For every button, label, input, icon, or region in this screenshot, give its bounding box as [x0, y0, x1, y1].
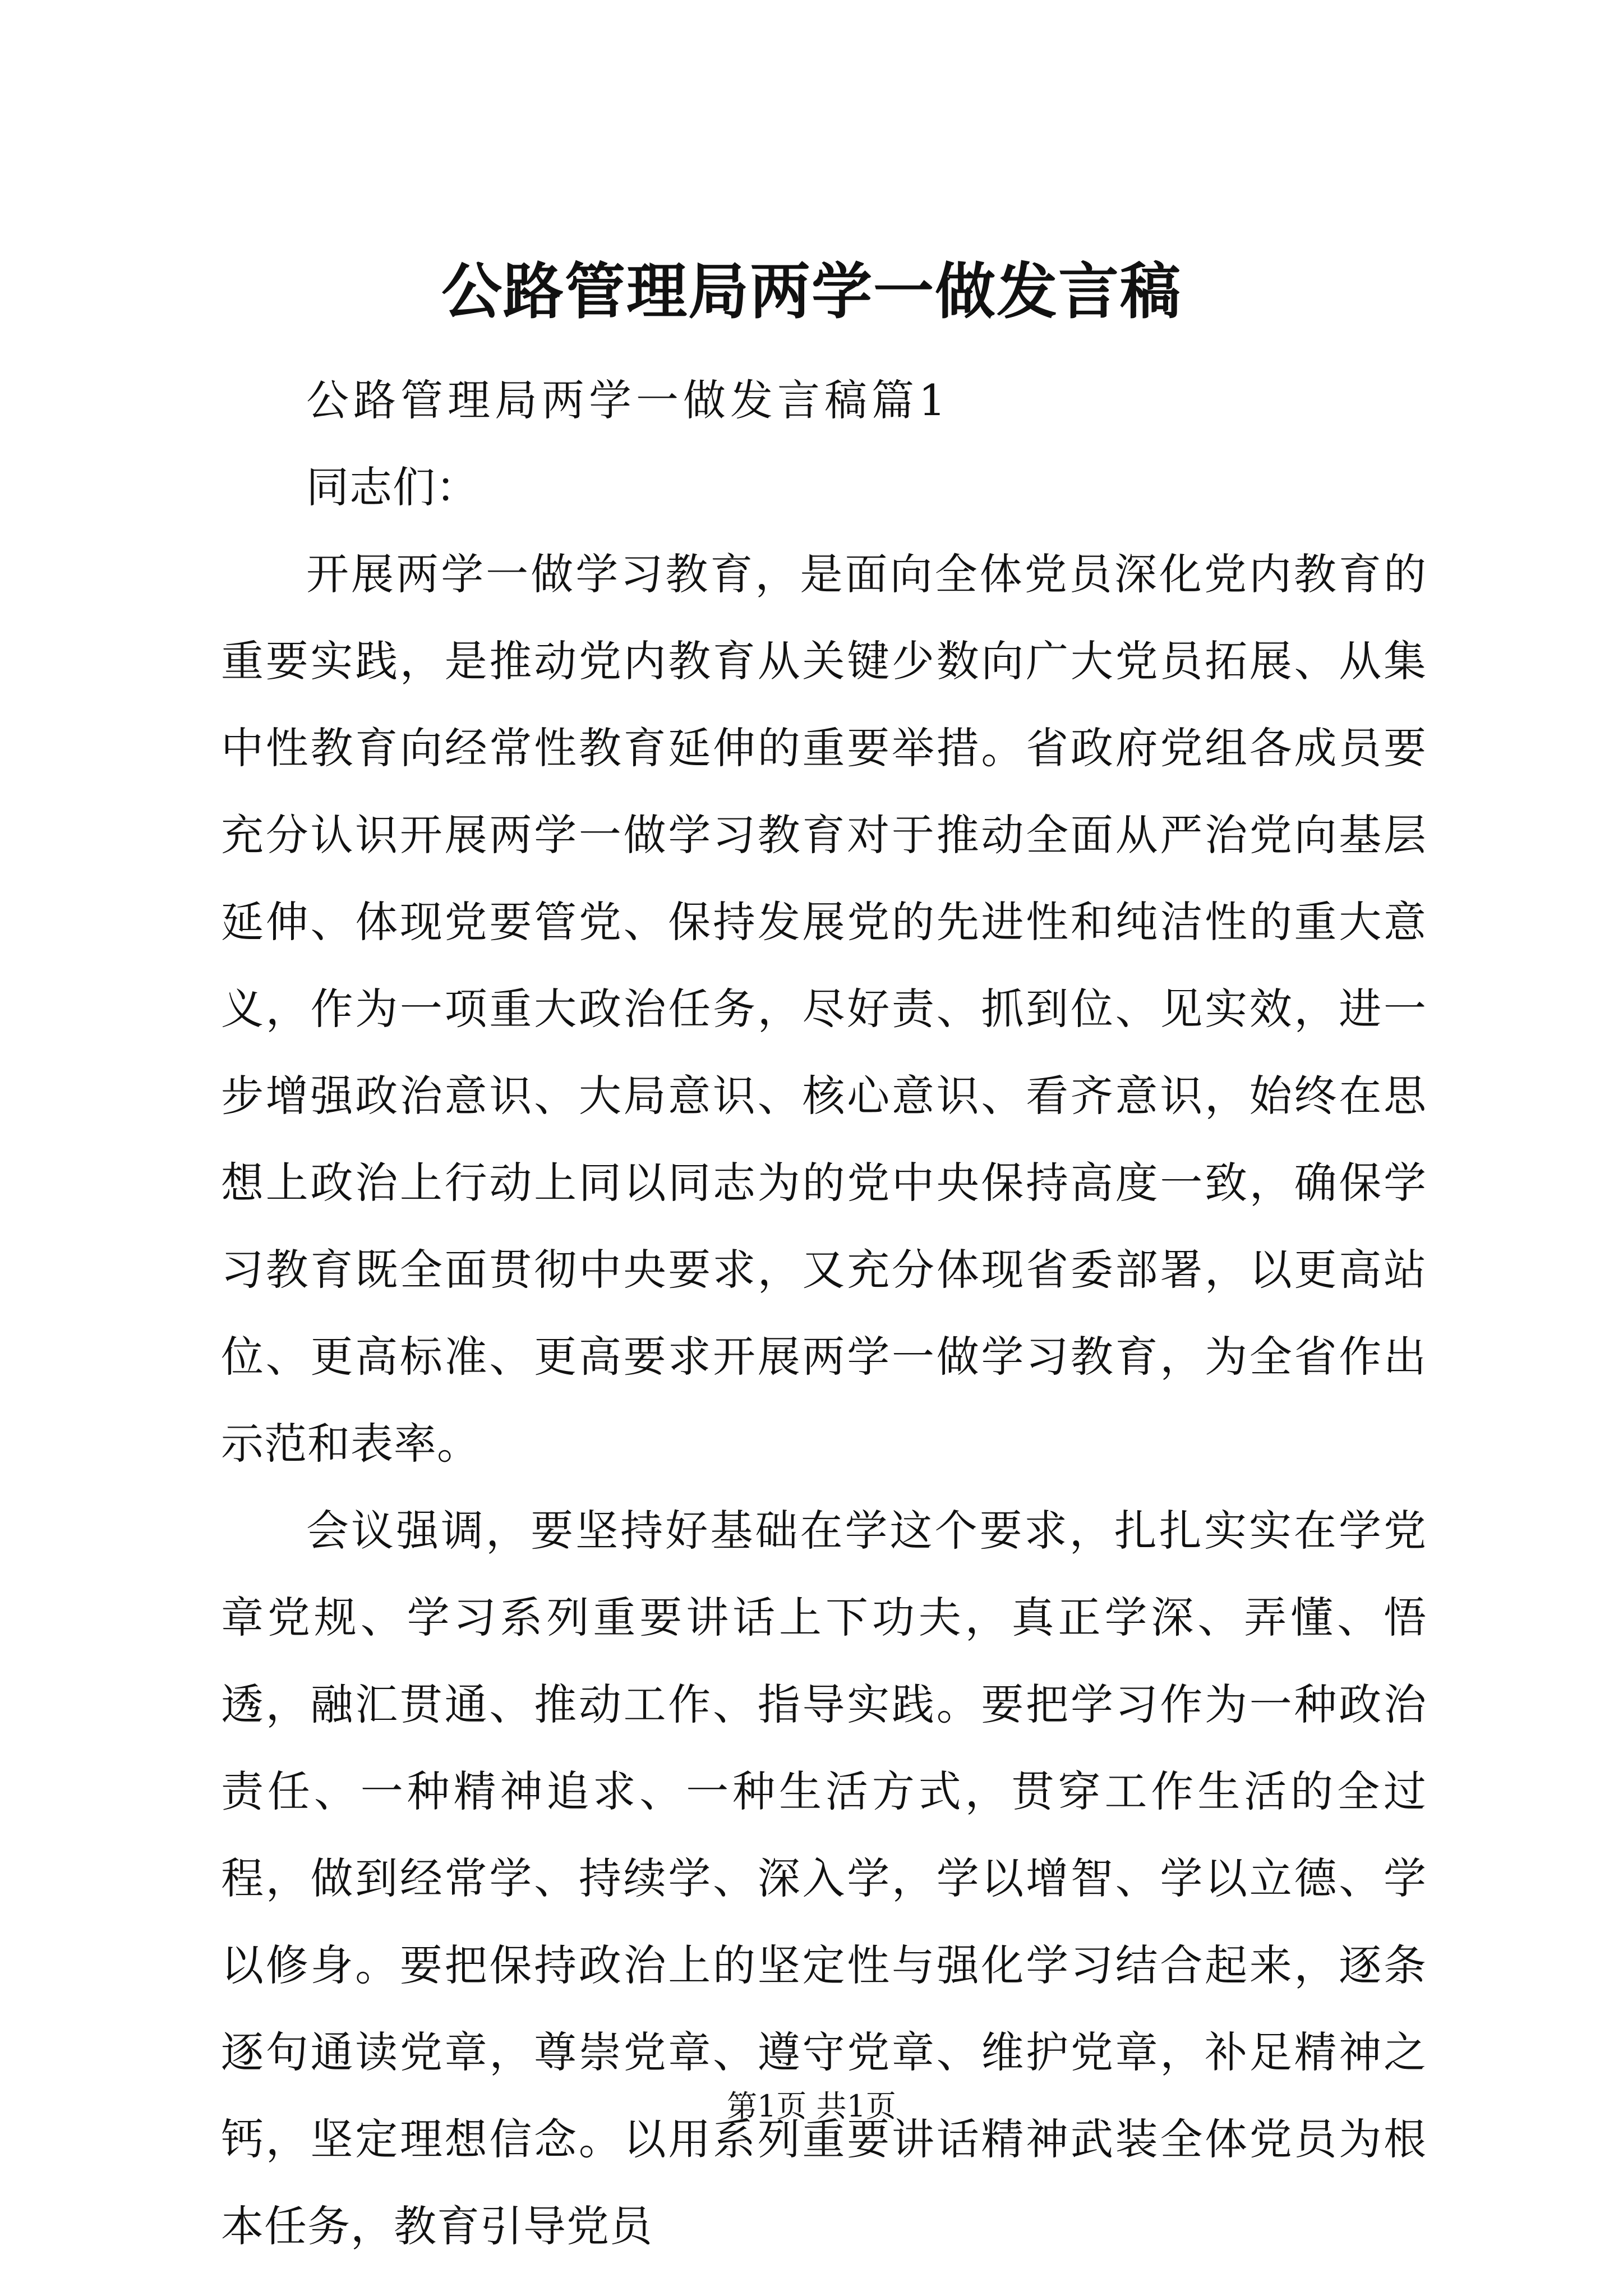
document-title: 公路管理局两学一做发言稿	[441, 256, 1182, 327]
paragraph-1: 开展两学一做学习教育，是面向全体党员深化党内教育的重要实践，是推动党内教育从关键少数向广大党员拓展、从集中性教育向经常性教育延伸的重要举措。省政府党组各成员要充分认识开展两学一做学习教育对于推动全面从严治党向基层延伸、体现党要管党、保持发展党的先进性和纯洁性的重大意义，作为一项重大政治任务，尽好责、抓到位、见实效，进一步增强政治意识、大局意识、核心意识、看齐意识，始终在思想上政治上行动上同以同志为的党中央保持高度一致，确保学习教育既全面贯彻中央要求，又充分体现省委部署，以更高站位、更高标准、更高要求开展两学一做学习教育，为全省作出示范和表率。	[221, 549, 1427, 1469]
paragraph-2: 会议强调，要坚持好基础在学这个要求，扎扎实实在学党章党规、学习系列重要讲话上下功夫，真正学深、弄懂、悟透，融汇贯通、推动工作、指导实践。要把学习作为一种政治责任、一种精神追求、一种生活方式，贯穿工作生活的全过程，做到经常学、持续学、深入学，学以增智、学以立德、学以修身。要把保持政治上的坚定性与强化学习结合起来，逐条逐句通读党章，尊崇党章、遵守党章、维护党章，补足精神之钙，坚定理想信念。以用系列重要讲话精神武装全体党员为根本任务，教育引导党员	[221, 1506, 1427, 2251]
document-subtitle: 公路管理局两学一做发言稿篇1	[306, 375, 951, 425]
document-body	[221, 357, 1427, 2270]
salutation: 同志们：	[306, 462, 479, 512]
page-footer: 第1页 共1页	[727, 2088, 896, 2124]
